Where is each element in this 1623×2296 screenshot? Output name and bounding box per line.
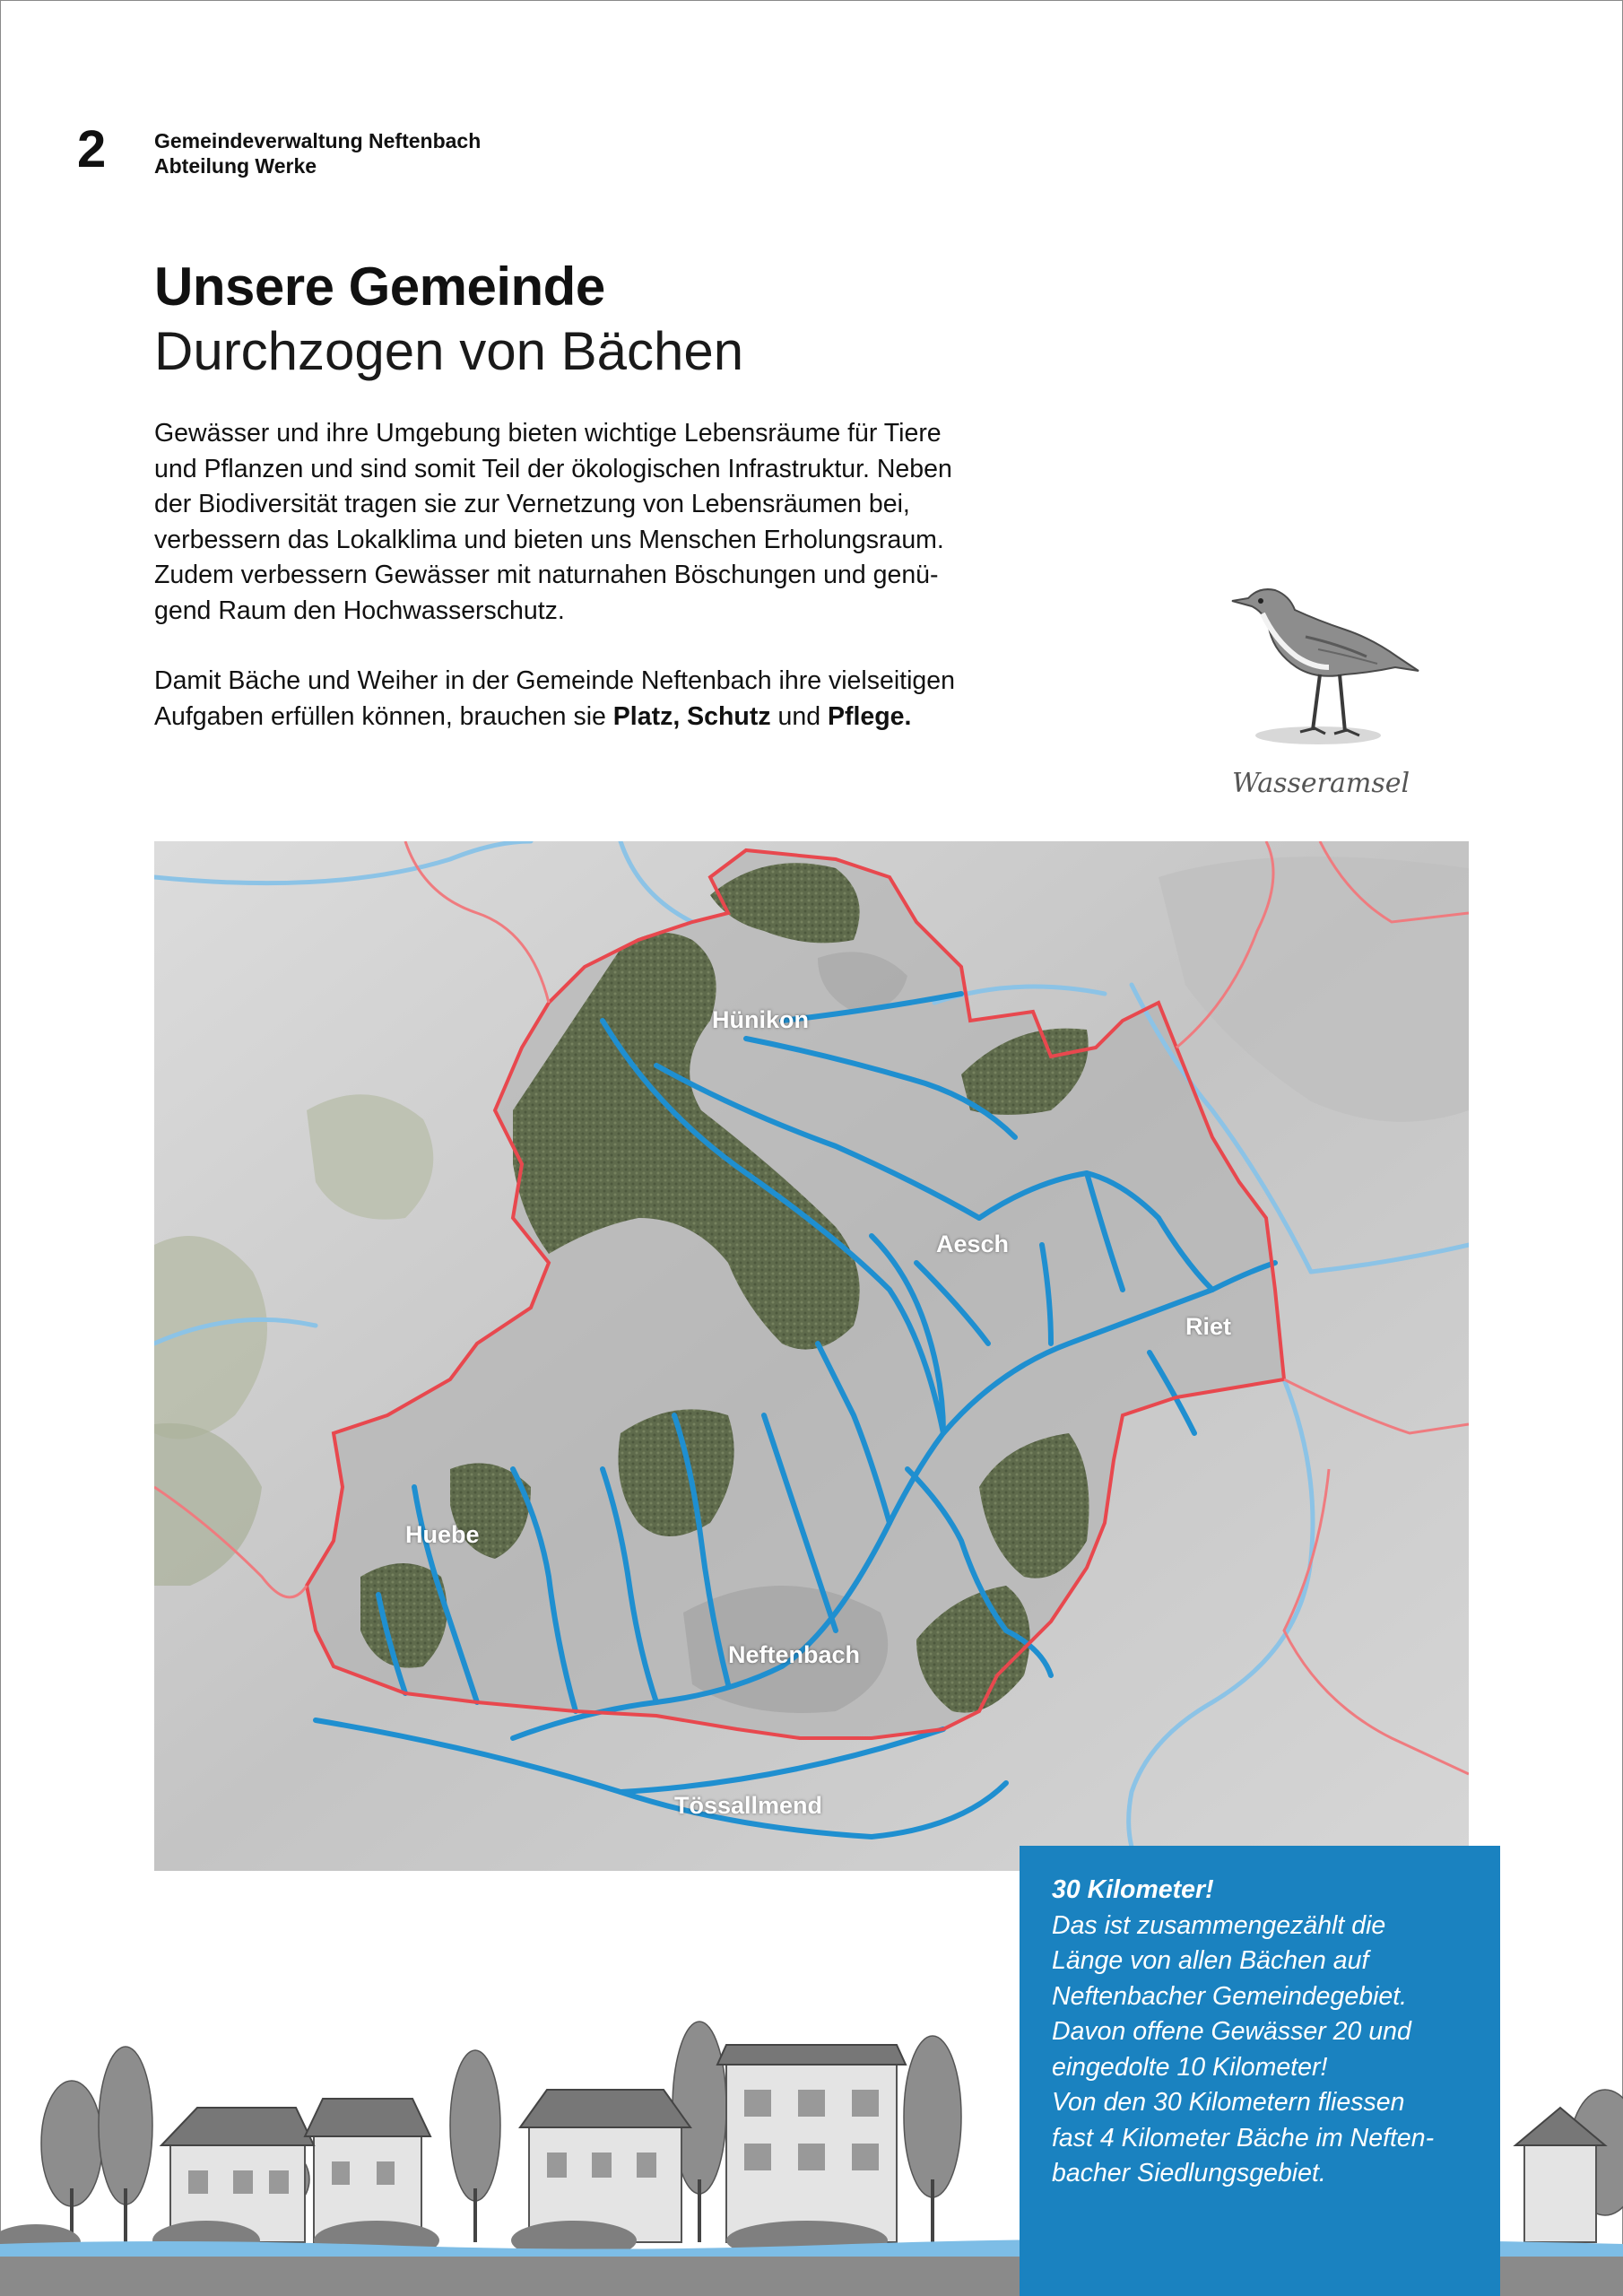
- map-label-aesch: Aesch: [936, 1231, 1010, 1257]
- second-line2: [154, 700, 1042, 735]
- header-org-line1: Gemeindeverwaltung Neftenbach: [154, 129, 482, 152]
- info-box-line: eingedolte 10 Kilometer!: [1052, 2052, 1328, 2082]
- second-line1: Damit Bäche und Weiher in der Gemeinde Neftenbach ihre vielseitigen: [154, 666, 955, 695]
- info-box-line: Das ist zusammengezählt die: [1052, 1910, 1386, 1940]
- page-number: 2: [77, 120, 107, 178]
- map-label-tossallmend: Tössallmend: [674, 1792, 823, 1819]
- intro-line: Zudem verbessern Gewässer mit naturnahen Böschungen und genü-: [154, 561, 939, 589]
- info-box-line: Länge von allen Bächen auf: [1052, 1946, 1369, 1975]
- map-label-riet: Riet: [1185, 1313, 1232, 1340]
- second-paragraph: [154, 664, 1042, 735]
- map-label-hunikon: Hünikon: [712, 1006, 809, 1033]
- page-title: Unsere Gemeinde: [154, 257, 605, 317]
- bold-platz-schutz: Platz, Schutz: [612, 701, 771, 731]
- info-box-line: fast 4 Kilometer Bäche im Neften-: [1052, 2123, 1435, 2152]
- bird-caption: Wasseramsel: [1232, 768, 1410, 799]
- info-box-heading: 30 Kilometer!: [1052, 1875, 1214, 1904]
- map-label-neftenbach: Neftenbach: [728, 1641, 861, 1668]
- line2-prefix: Aufgaben erfüllen können, brauchen sie: [154, 701, 613, 731]
- dipper-bird-illustration: [1219, 574, 1426, 753]
- bold-pflege: Pflege.: [827, 701, 912, 731]
- info-box-line: Neftenbacher Gemeindegebiet.: [1052, 1981, 1408, 2011]
- intro-line: Gewässer und ihre Umgebung bieten wichtige Lebensräume für Tiere: [154, 419, 942, 448]
- line2-mid: und: [770, 701, 828, 731]
- info-box-line: Davon offene Gewässer 20 und: [1052, 2017, 1411, 2046]
- info-box-30-kilometer: [1020, 1846, 1500, 2296]
- info-box-line: bacher Siedlungsgebiet.: [1052, 2159, 1326, 2187]
- map-label-huebe: Huebe: [405, 1521, 480, 1548]
- intro-line: der Biodiversität tragen sie zur Vernetzung von Lebensräumen bei,: [154, 490, 910, 518]
- page-subtitle: Durchzogen von Bächen: [154, 321, 744, 381]
- watercourse-map: [154, 841, 1469, 1871]
- intro-line: und Pflanzen und sind somit Teil der ökologischen Infrastruktur. Neben: [154, 454, 952, 483]
- intro-line: verbessern das Lokalklima und bieten uns Menschen Erholungsraum.: [154, 525, 944, 554]
- map-graphic: [154, 841, 1469, 1871]
- header-organisation: [154, 128, 481, 178]
- intro-line: gend Raum den Hochwasserschutz.: [154, 596, 565, 625]
- intro-paragraph: [154, 416, 1042, 629]
- info-box-line: Von den 30 Kilometern fliessen: [1052, 2088, 1405, 2117]
- header-org-line2: Abteilung Werke: [154, 154, 317, 178]
